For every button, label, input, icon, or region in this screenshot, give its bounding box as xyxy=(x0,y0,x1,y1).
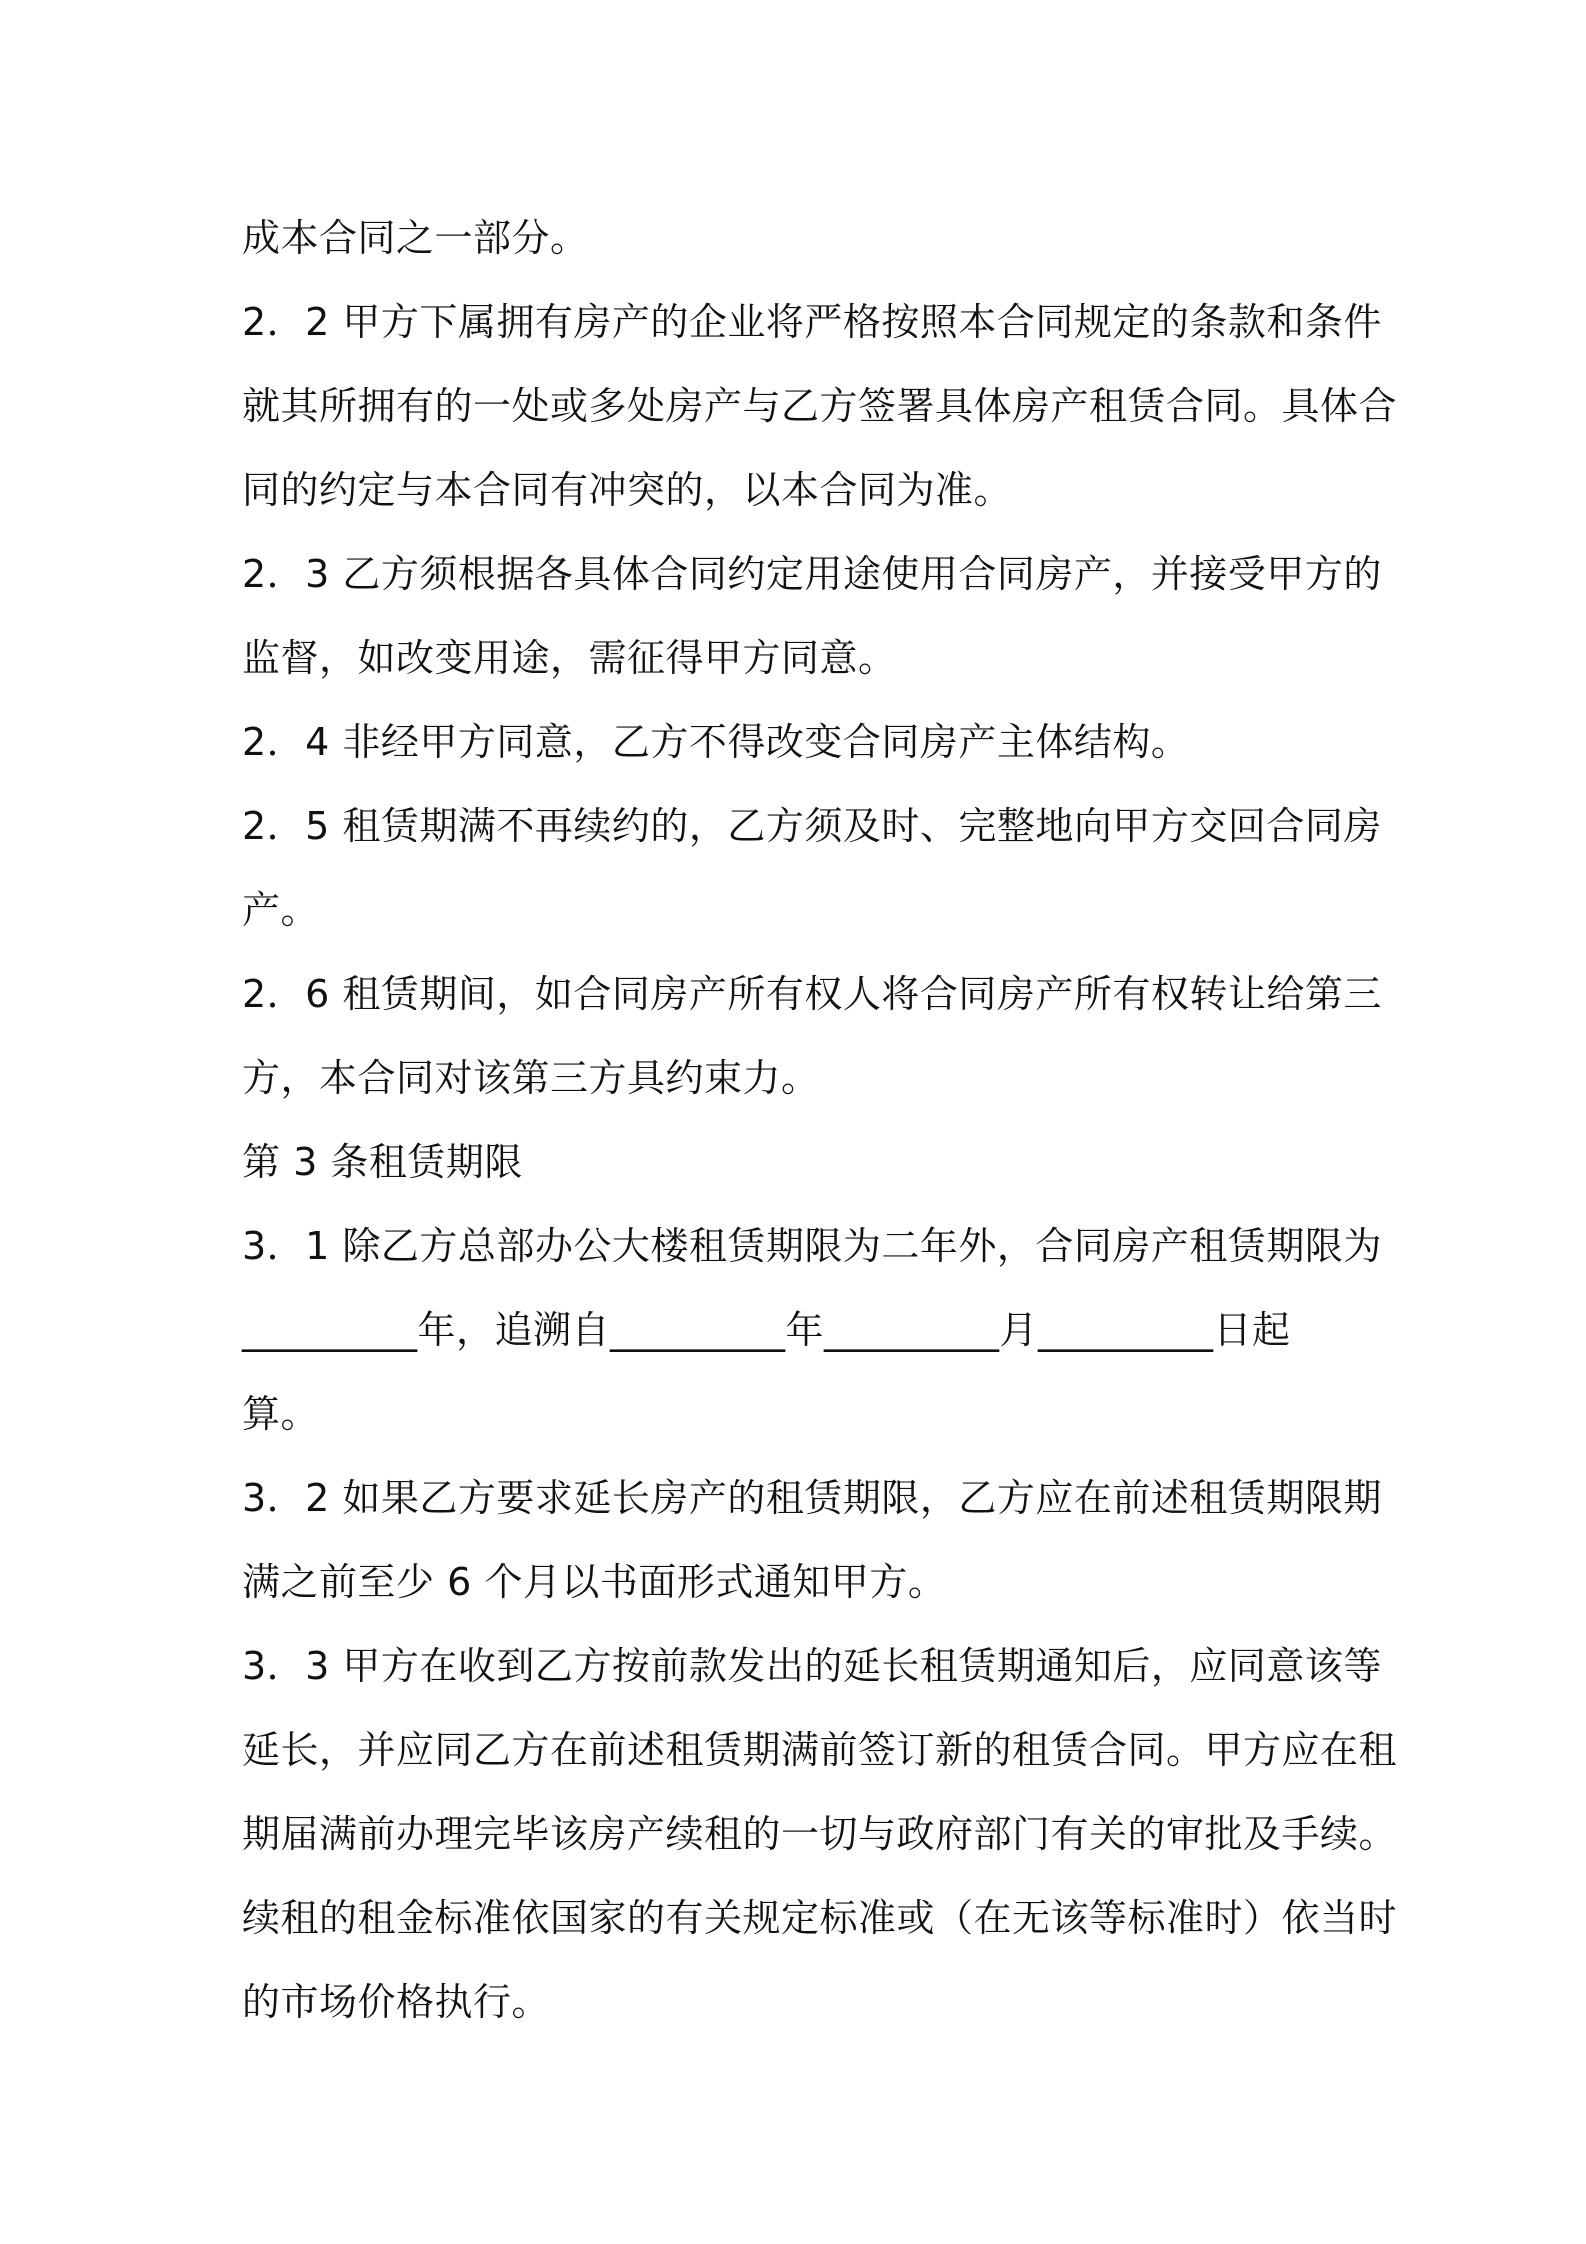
text-line: 就其所拥有的一处或多处房产与乙方签署具体房产租赁合同。具体合 xyxy=(242,384,1398,428)
text-line: 3．3 甲方在收到乙方按前款发出的延长租赁期通知后，应同意该等 xyxy=(242,1644,1382,1688)
text-line: 的市场价格执行。 xyxy=(242,1980,551,2024)
text-line: 续租的租金标准依国家的有关规定标准或（在无该等标准时）依当时 xyxy=(242,1896,1398,1940)
text-line: 3．2 如果乙方要求延长房产的租赁期限，乙方应在前述租赁期限期 xyxy=(242,1476,1382,1520)
text-line: 2．4 非经甲方同意，乙方不得改变合同房产主体结构。 xyxy=(242,720,1190,764)
text-line: 延长，并应同乙方在前述租赁期满前签订新的租赁合同。甲方应在租 xyxy=(242,1728,1398,1772)
text-line: 3．1 除乙方总部办公大楼租赁期限为二年外，合同房产租赁期限为 xyxy=(242,1224,1382,1268)
section-heading: 第 3 条租赁期限 xyxy=(242,1140,523,1184)
text-line: _________年，追溯自_________年_________月_________日起 xyxy=(242,1308,1291,1352)
text-line: 期届满前办理完毕该房产续租的一切与政府部门有关的审批及手续。 xyxy=(242,1812,1398,1856)
contract-text xyxy=(242,196,1398,2044)
text-line: 成本合同之一部分。 xyxy=(242,216,589,260)
text-line: 同的约定与本合同有冲突的，以本合同为准。 xyxy=(242,468,1013,512)
text-line: 产。 xyxy=(242,888,320,932)
text-line: 2．2 甲方下属拥有房产的企业将严格按照本合同规定的条款和条件 xyxy=(242,300,1382,344)
text-line: 2．6 租赁期间，如合同房产所有权人将合同房产所有权转让给第三 xyxy=(242,972,1382,1016)
text-line: 监督，如改变用途，需征得甲方同意。 xyxy=(242,636,897,680)
text-line: 满之前至少 6 个月以书面形式通知甲方。 xyxy=(242,1560,947,1604)
text-line: 算。 xyxy=(242,1392,320,1436)
text-line: 2．5 租赁期满不再续约的，乙方须及时、完整地向甲方交回合同房 xyxy=(242,804,1382,848)
text-line: 方，本合同对该第三方具约束力。 xyxy=(242,1056,820,1100)
text-line: 2．3 乙方须根据各具体合同约定用途使用合同房产，并接受甲方的 xyxy=(242,552,1382,596)
